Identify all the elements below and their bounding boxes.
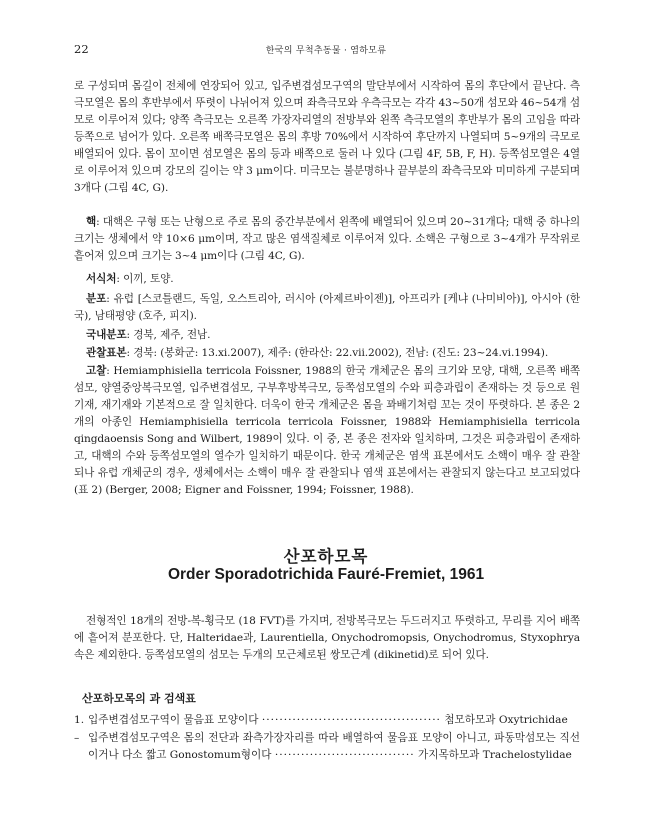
specimens-text: : 경북: (봉화군: 13.xi.2007), 제주: (한라산: 22.vii.2002), 전남: (진도: 23~24.vi.1994).	[126, 347, 549, 359]
key-item-number: –	[74, 732, 80, 744]
description-paragraph: 로 구성되며 몸길이 전체에 연장되어 있고, 입주변겹섬모구역의 말단부에서 시작하여 몸의 후단에서 끝난다. 측극모열은 몸의 후반부에서 뚜렷이 나뉘어져 있으며 좌측극모와 우측극모는 각각 43~50개 섬모와 46~54개 섬모로 이루어져 있다; 양쪽 측극모는 오른쪽 가장자리열의 전방부와 왼쪽 측극모열의 후반부가 몸의 고임을 따라 등쪽으로 넘어가 있다. 오른쪽 배쪽극모열은 몸의 후방 70%에서 시작하여 후단까지 나열되며 5~9개의 극모로 배열되어 있다. 몸이 꼬이면 섬모열은 몸의 등과 배쪽으로 둘러 나 있다 (그림 4F, 5B, F, H). 등쪽섬모열은 4열로 이루어져 있으며 강모의 길이는 약 3 μm이다. 미극모는 불분명하나 끝부분의 좌측극모와 미미하게 구분되며 3개다 (그림 4C, G).	[74, 80, 580, 194]
key-heading: 산포하모목의 과 검색표	[82, 692, 196, 705]
remarks-text: : Hemiamphisiella terricola Foissner, 1988의 한국 개체군은 몸의 크기와 모양, 대핵, 오른쪽 배쪽섬모, 양열중앙복극모열, 입주변겹섬모, 구부후방복극모, 등쪽섬모열의 수와 피층과립이 존재하는 것 등으로 원기재, 재기재와 기본적으로 잘 일치한다. 더욱이 한국 개체군은 몸을 꽈배기처럼 꼬는 것이 뚜렷하다. 본 종은 2개의 아종인 Hemiamphisiella terricola terricola Foissner, 1988와 Hemiamphisiella terricola qingdaoensis Song and Wilbert, 1989이 있다. 이 중, 본 종은 전자와 일치하며, 그것은 피층과립이 존재하고, 대핵의 수와 등쪽섬모열의 열수가 일치하기 때문이다. 한국 개체군은 염색 표본에서도 소핵이 매우 잘 관찰되나 유럽 개체군의 경우, 생체에서는 소핵이 매우 잘 관찰되나 염색 표본에서는 관찰되지 않는다고 보고되었다 (표 2) (Berger, 2008; Eigner and Foissner, 1994; Foissner, 1988).	[74, 365, 580, 496]
remarks-paragraph	[74, 363, 580, 499]
nucleus-text: : 대핵은 구형 또는 난형으로 주로 몸의 중간부분에서 왼쪽에 배열되어 있으며 20~31개다; 대핵 중 하나의 크기는 생체에서 약 10×6 μm이며, 작고 많은 염색질체로 이루어져 있다. 소핵은 구형으로 3~4개가 무작위로 흩어져 있으며 크기는 3~4 μm이다 (그림 4C, G).	[74, 216, 580, 262]
domestic-distribution-paragraph	[74, 327, 580, 344]
key-item-number: 1.	[74, 714, 85, 726]
running-title: 한국의 무척추동물 · 염하모류	[265, 46, 387, 56]
nucleus-paragraph	[74, 214, 580, 265]
page-header	[0, 42, 652, 58]
specimens-paragraph	[74, 345, 580, 362]
page-number: 22	[74, 42, 89, 56]
habitat-text: : 이끼, 토양.	[116, 273, 174, 285]
remarks-label: 고찰	[86, 365, 107, 377]
distribution-label: 분포	[86, 293, 107, 305]
key-item-leader: ·········································	[261, 714, 441, 726]
order-title-latin: Order Sporadotrichida Fauré-Fremiet, 1961	[167, 566, 485, 583]
key-item-result: 첨모하모과 Oxytrichidae	[444, 714, 568, 726]
nucleus-label: 핵	[86, 216, 97, 228]
distribution-text: : 유럽 [스코틀랜드, 독일, 오스트리아, 러시아 (아제르바이젠)], 아프리카 [케냐 (나미비아)], 아시아 (한국), 남태평양 (호주, 피지).	[74, 293, 580, 322]
key-item-leader: ································	[274, 749, 415, 761]
order-description: 전형적인 18개의 전방-복-횡극모 (18 FVT)를 가지며, 전방복극모는 두드러지고 뚜렷하고, 무리를 지어 배쪽에 흩어져 분포한다. 단, Halteridae과, Laurentiella, Onychodromopsis, Onychodromus, Styxophrya 속은 제외한다. 등쪽섬모열의 섬모는 두개의 모근체로된 쌍모근계 (dikinetid)로 되어 있다.	[74, 615, 580, 661]
distribution-paragraph	[74, 291, 580, 325]
key-item-text: 입주변겹섬모구역은 몸의 전단과 좌측가장자리를 따라 배열하여 물음표 모양이 아니고, 파동막섬모는 직선이거나 다소 짧고 Gonostomum형이다	[88, 732, 580, 761]
domestic-text: : 경북, 제주, 전남.	[126, 329, 211, 341]
habitat-paragraph	[74, 271, 580, 288]
domestic-label: 국내분포	[86, 329, 127, 341]
key-item-result: 가지목하모과 Trachelostylidae	[417, 749, 572, 761]
habitat-label: 서식처	[86, 273, 117, 285]
order-title-korean: 산포하모목	[283, 547, 369, 566]
specimens-label: 관찰표본	[86, 347, 127, 359]
key-item-text: 입주변겹섬모구역이 물음표 모양이다	[88, 714, 259, 726]
